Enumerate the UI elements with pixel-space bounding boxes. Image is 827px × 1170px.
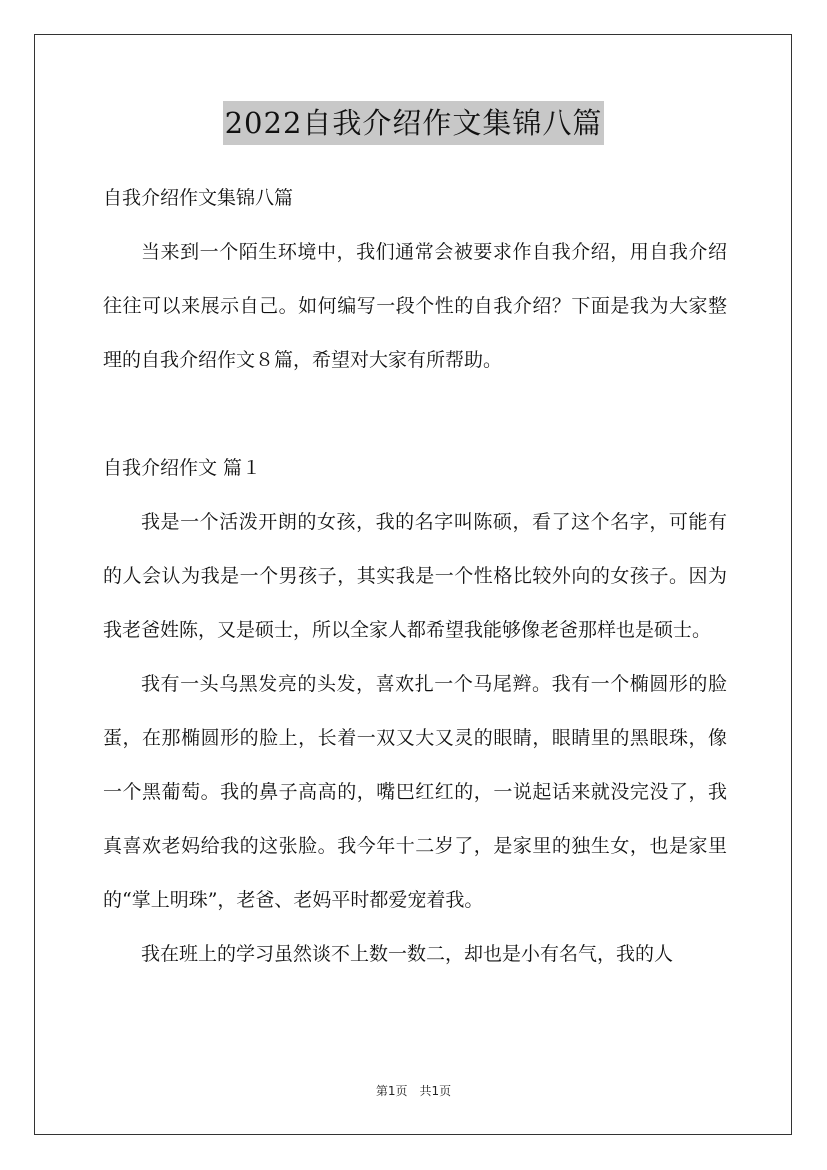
page-footer: [0, 1082, 827, 1099]
body-paragraph: 我在班上的学习虽然谈不上数一数二，却也是小有名气，我的人: [141, 943, 674, 965]
title-container: [0, 101, 827, 145]
body-paragraph: 我是一个活泼开朗的女孩，我的名字叫陈硕，看了这个名字，可能有的人会认为我是一个男孩子，其实我是一个性格比较外向的女孩子。因为我老爸姓陈，又是硕士，所以全家人都希望我能够像老爸那样也是硕士。: [103, 511, 727, 641]
intro-paragraph: 当来到一个陌生环境中，我们通常会被要求作自我介绍，用自我介绍往往可以来展示自己。如何编写一段个性的自我介绍？下面是我为大家整理的自我介绍作文８篇，希望对大家有所帮助。: [103, 241, 727, 371]
page-number: 第1页 共1页: [375, 1084, 452, 1098]
section-spacer: [103, 387, 727, 441]
body-paragraph: 我有一头乌黑发亮的头发，喜欢扎一个马尾辫。我有一个椭圆形的脸蛋，在那椭圆形的脸上，长着一双又大又灵的眼睛，眼睛里的黑眼珠，像一个黑葡萄。我的鼻子高高的，嘴巴红红的，一说起话来就没完没了，我真喜欢老妈给我的这张脸。我今年十二岁了，是家里的独生女，也是家里的“掌上明珠”，老爸、老妈平时都爱宠着我。: [103, 673, 727, 911]
document-body: [103, 171, 727, 981]
document-title: 2022自我介绍作文集锦八篇: [223, 101, 605, 145]
section-heading: 自我介绍作文 篇１: [103, 457, 262, 479]
document-subtitle: 自我介绍作文集锦八篇: [103, 187, 294, 209]
